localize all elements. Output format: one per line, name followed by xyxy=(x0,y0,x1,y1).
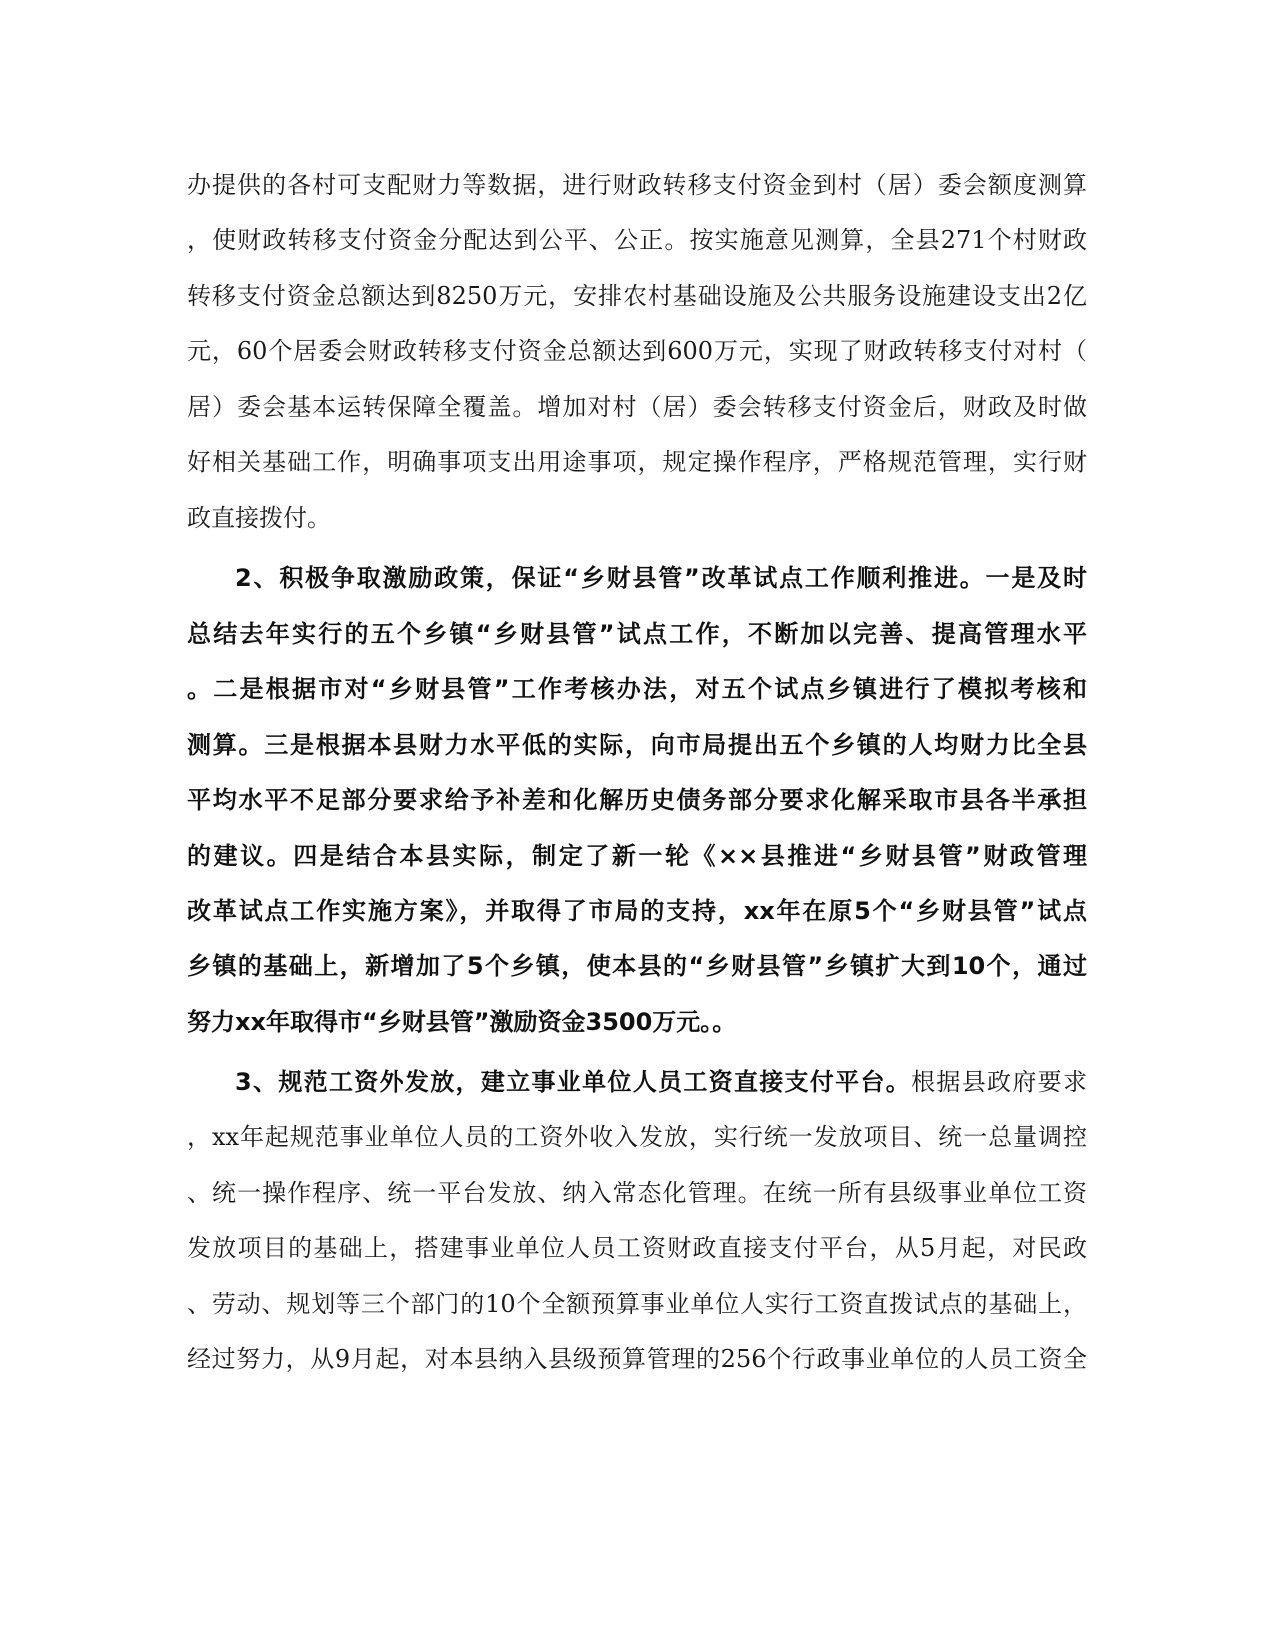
paragraph-2-line-9: 努力xx年取得市“乡财县管”激励资金3500万元。。 xyxy=(187,1008,737,1036)
paragraph-2-line-5: 平均水平不足部分要求给予补差和化解历史债务部分要求化解采取市县各半承担 xyxy=(187,786,1087,814)
paragraph-1-line-4: 元，60个居委会财政转移支付资金总额达到600万元，实现了财政转移支付对村（ xyxy=(187,337,1087,365)
paragraph-3-line-5: 、劳动、规划等三个部门的10个全额预算事业单位人实行工资直拨试点的基础上， xyxy=(187,1290,1087,1318)
paragraph-3-line-3: 、统一操作程序、统一平台发放、纳入常态化管理。在统一所有县级事业单位工资 xyxy=(187,1179,1087,1207)
paragraph-2-line-4: 测算。三是根据本县财力水平低的实际，向市局提出五个乡镇的人均财力比全县 xyxy=(187,731,1087,759)
paragraph-3-line-1-text: 根据县政府要求 xyxy=(911,1068,1087,1096)
paragraph-1-line-2: ，使财政转移支付资金分配达到公平、公正。按实施意见测算，全县271个村财政 xyxy=(187,226,1087,254)
paragraph-1-line-1: 办提供的各村可支配财力等数据，进行财政转移支付资金到村（居）委会额度测算 xyxy=(187,171,1087,199)
paragraph-3-line-4: 发放项目的基础上，搭建事业单位人员工资财政直接支付平台，从5月起，对民政 xyxy=(187,1234,1087,1262)
paragraph-3-line-6: 经过努力，从9月起，对本县纳入县级预算管理的256个行政事业单位的人员工资全 xyxy=(187,1345,1087,1373)
paragraph-2-line-2: 总结去年实行的五个乡镇“乡财县管”试点工作，不断加以完善、提高管理水平 xyxy=(187,620,1087,648)
paragraph-2-line-8: 乡镇的基础上，新增加了5个乡镇，使本县的“乡财县管”乡镇扩大到10个，通过 xyxy=(187,952,1087,980)
paragraph-1-line-7: 政直接拨付。 xyxy=(187,504,331,532)
paragraph-3-line-2: ，xx年起规范事业单位人员的工资外收入发放，实行统一发放项目、统一总量调控 xyxy=(187,1123,1087,1151)
paragraph-1-line-6: 好相关基础工作，明确事项支出用途事项，规定操作程序，严格规范管理，实行财 xyxy=(187,448,1087,476)
paragraph-3-heading: 3、规范工资外发放，建立事业单位人员工资直接支付平台。 xyxy=(235,1068,912,1096)
paragraph-2-line-3: 。二是根据市对“乡财县管”工作考核办法，对五个试点乡镇进行了模拟考核和 xyxy=(187,675,1087,703)
paragraph-2-line-7: 改革试点工作实施方案》，并取得了市局的支持，xx年在原5个“乡财县管”试点 xyxy=(187,897,1087,925)
paragraph-3-line-1 xyxy=(235,1062,1087,1102)
paragraph-2-line-1: 2、积极争取激励政策，保证“乡财县管”改革试点工作顺利推进。一是及时 xyxy=(235,564,1087,592)
paragraph-1-line-3: 转移支付资金总额达到8250万元，安排农村基础设施及公共服务设施建设支出2亿 xyxy=(187,282,1087,310)
paragraph-2-line-6: 的建议。四是结合本县实际，制定了新一轮《××县推进“乡财县管”财政管理 xyxy=(187,842,1087,870)
paragraph-1-line-5: 居）委会基本运转保障全覆盖。增加对村（居）委会转移支付资金后，财政及时做 xyxy=(187,393,1087,421)
